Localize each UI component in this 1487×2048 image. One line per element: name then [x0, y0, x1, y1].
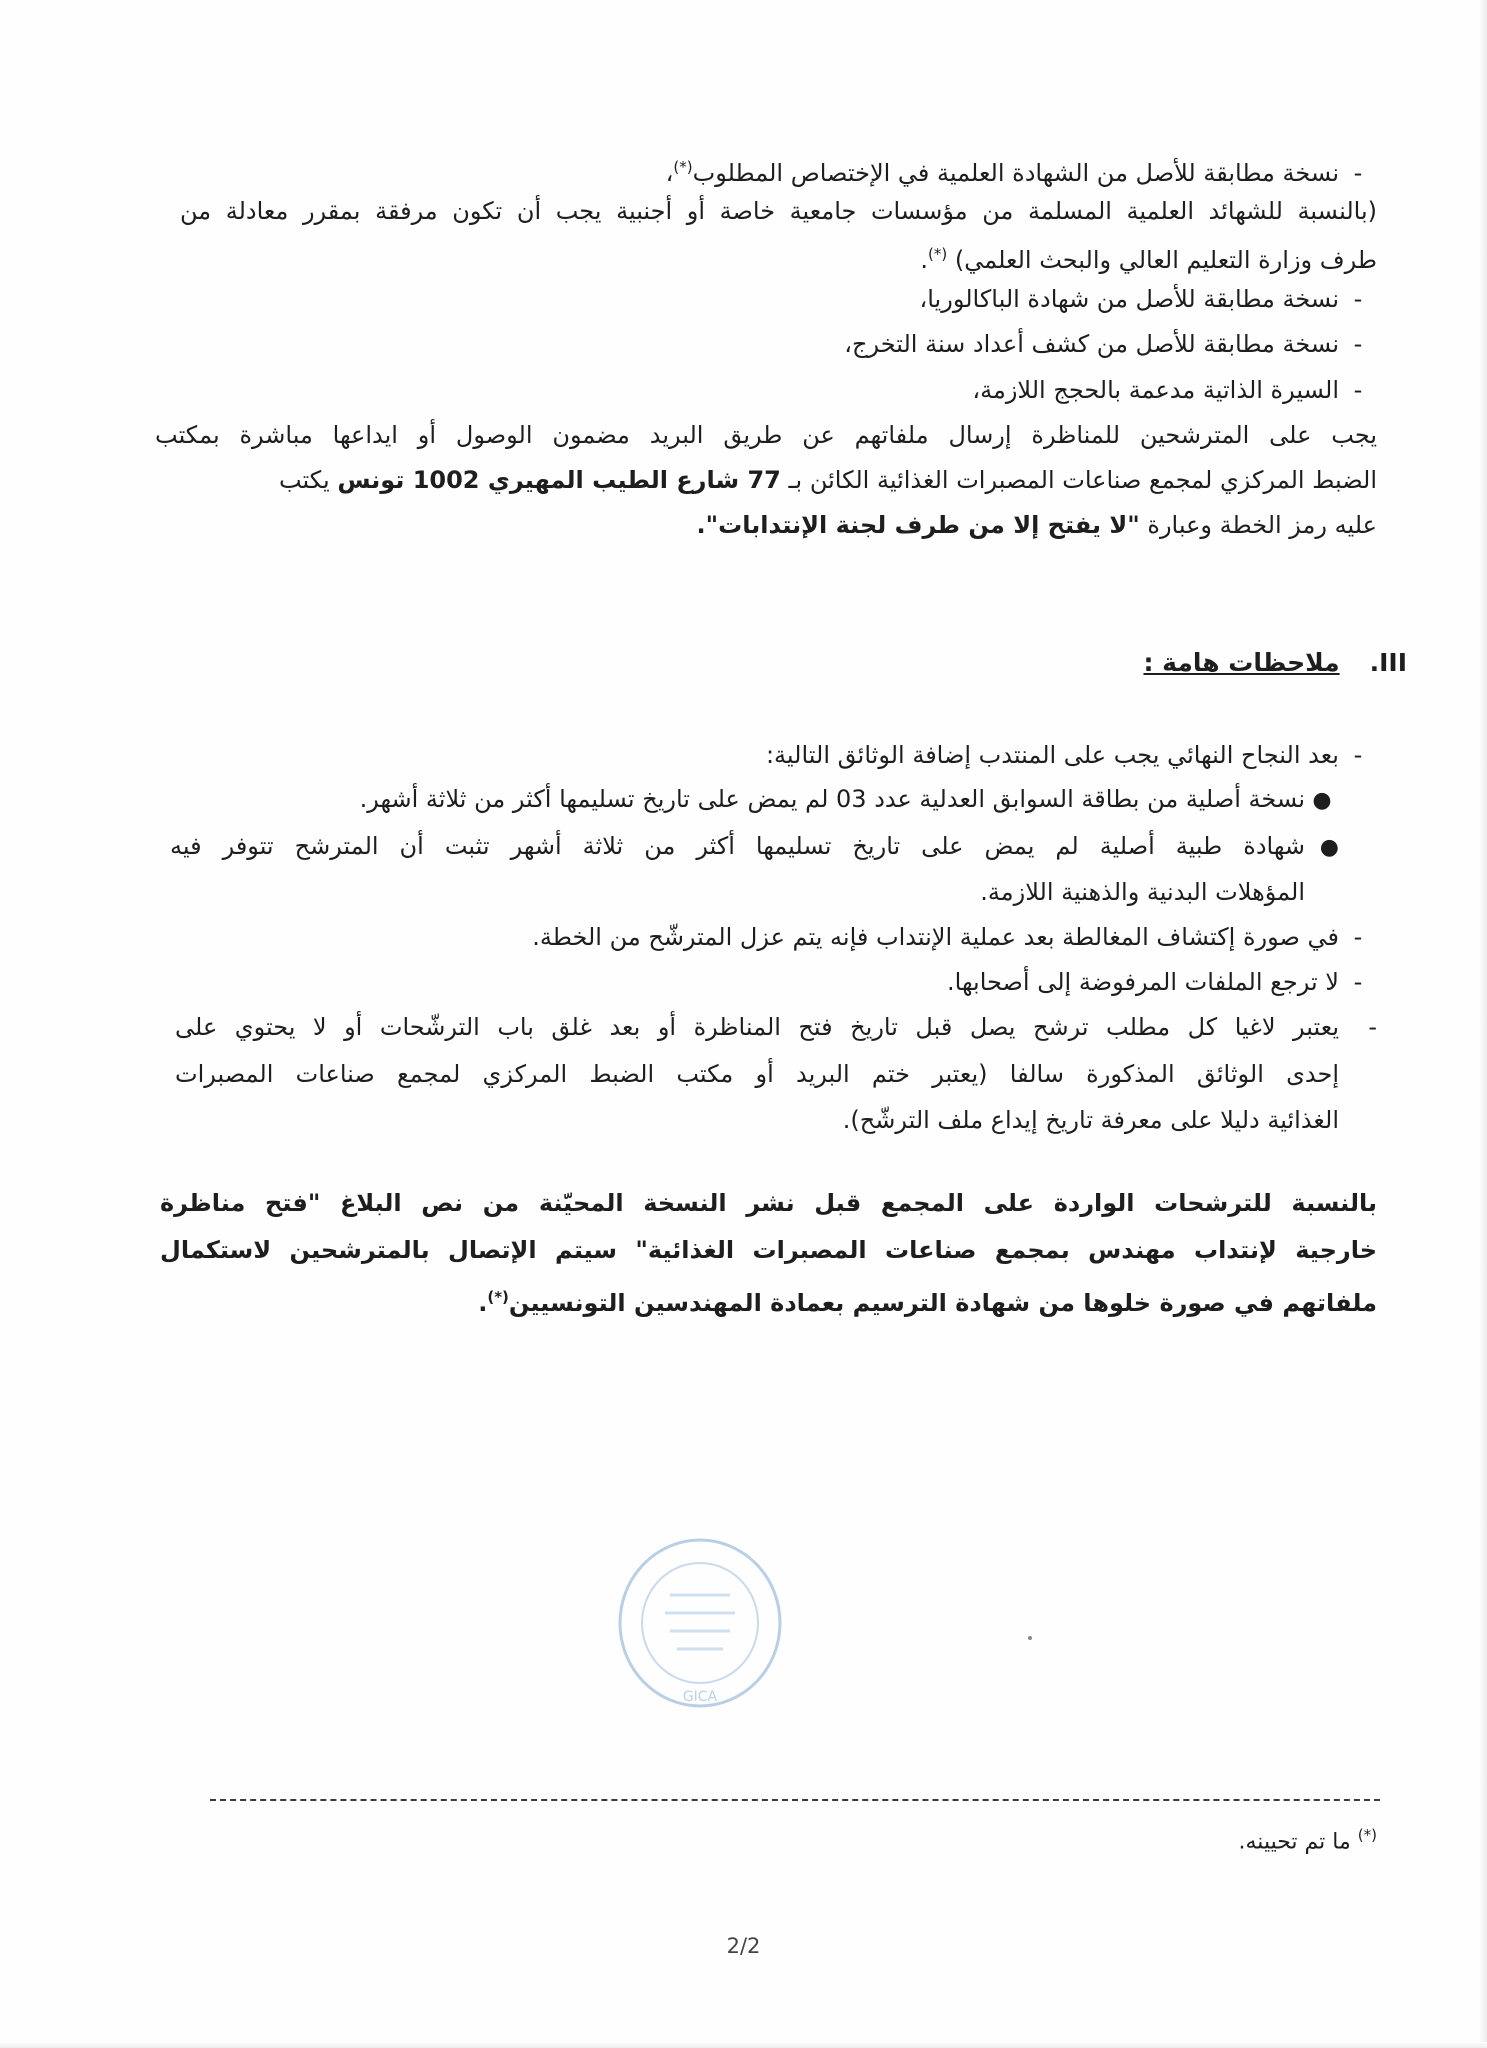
submission-line-3: عليه رمز الخطة وعبارة "لا يفتح إلا من طرف لجنة الإنتدابات". — [696, 511, 1377, 539]
list-dash: - — [1353, 159, 1363, 187]
footnote-text: ما تم تحيينه. — [1238, 1829, 1358, 1855]
equivalence-note-line-2: طرف وزارة التعليم العالي والبحث العلمي) (*). — [920, 245, 1377, 274]
footnote-mark: (*) — [1357, 1826, 1377, 1844]
bullet-icon: ● — [1319, 835, 1339, 860]
bold-paragraph-line-3: ملفاتهم في صورة خلوها من شهادة الترسيم بعمادة المهندسين التونسيين(*). — [478, 1288, 1377, 1317]
notes-bullet-medical-line-2: المؤهلات البدنية والذهنية اللازمة. — [980, 878, 1305, 906]
bold-paragraph-line-2: خارجية لإنتداب مهندس بمجمع صناعات المصبرات الغذائية" سيتم الإتصال بالمترشحين لاستكمال — [160, 1236, 1377, 1264]
notes-fraud: -في صورة إكتشاف المغالطة بعد عملية الإنتداب فإنه يتم عزل المترشّح من الخطة. — [180, 920, 1377, 954]
page-number: 2/2 — [726, 1934, 761, 1958]
notes-returned-files: -لا ترجع الملفات المرفوضة إلى أصحابها. — [180, 965, 1377, 999]
stamp-label: GICA — [682, 1689, 718, 1705]
bold-paragraph-line-1: بالنسبة للترشحات الواردة على المجمع قبل نشر النسخة المحيّنة من نص البلاغ "فتح مناظرة — [160, 1189, 1377, 1217]
footnote-mark: (*) — [927, 245, 948, 263]
section-title: ملاحظات هامة : — [1143, 648, 1340, 677]
footnote-mark: (*) — [673, 158, 693, 176]
notes-intro: -بعد النجاح النهائي يجب على المنتدب إضافة الوثائق التالية: — [180, 738, 1377, 772]
scan-edge-right — [1479, 0, 1487, 2048]
list-dash: - — [1353, 376, 1363, 404]
list-dash: - — [1353, 968, 1363, 996]
notes-bullet-medical-line-1: ●شهادة طبية أصلية لم يمض على تاريخ تسليمها أكثر من ثلاثة أشهر تثبت أن المترشح تتوفر فيه — [170, 829, 1339, 865]
requirement-item-cv: -السيرة الذاتية مدعمة بالحجج اللازمة، — [180, 373, 1377, 407]
equivalence-note-line-1: (بالنسبة للشهائد العلمية المسلمة من مؤسسات جامعية خاصة أو أجنبية يجب أن تكون مرفقة بمقرر معادلة من — [180, 197, 1377, 225]
submission-address: 77 شارع الطيب المهيري 1002 تونس — [337, 466, 781, 494]
requirement-item-baccalaureate: -نسخة مطابقة للأصل من شهادة الباكالوريا، — [180, 282, 1377, 316]
notes-void-line-2: إحدى الوثائق المذكورة سالفا (يعتبر ختم البريد أو مكتب الضبط المركزي لمجمع صناعات المصبرات — [175, 1060, 1339, 1088]
scan-edge-bottom — [0, 2042, 1487, 2048]
list-dash: - — [1368, 1013, 1377, 1041]
requirement-item-degree: -نسخة مطابقة للأصل من الشهادة العلمية في الإختصاص المطلوب(*)، — [180, 150, 1377, 190]
list-dash: - — [1353, 285, 1363, 313]
list-dash: - — [1353, 330, 1363, 358]
section-heading — [1143, 648, 1407, 677]
requirement-text: نسخة مطابقة للأصل من الشهادة العلمية في الإختصاص المطلوب — [692, 159, 1339, 187]
notes-void-line-1: -يعتبر لاغيا كل مطلب ترشح يصل قبل تاريخ فتح المناظرة أو بعد غلق باب الترشّحات أو لا يحتوي على — [175, 1010, 1377, 1044]
section-number: III. — [1369, 648, 1407, 677]
notes-bullet-criminal-record: ●نسخة أصلية من بطاقة السوابق العدلية عدد 03 لم يمض على تاريخ تسليمها أكثر من ثلاثة أشهر. — [180, 782, 1377, 818]
submission-line-1: يجب على المترشحين للمناظرة إرسال ملفاتهم عن طريق البريد مضمون الوصول أو ايداعها مباشرة بمكتب — [155, 421, 1377, 449]
requirement-item-transcript: -نسخة مطابقة للأصل من كشف أعداد سنة التخرج، — [180, 327, 1377, 361]
list-dash: - — [1353, 923, 1363, 951]
footnote-separator — [210, 1799, 1380, 1801]
footnote-mark: (*) — [487, 1288, 509, 1306]
list-dash: - — [1353, 741, 1363, 769]
official-stamp — [615, 1535, 785, 1710]
envelope-notice: "لا يفتح إلا من طرف لجنة الإنتدابات". — [696, 511, 1140, 539]
notes-void-line-3: الغذائية دليلا على معرفة تاريخ إيداع ملف الترشّح). — [842, 1106, 1339, 1134]
footnote — [1239, 1826, 1377, 1854]
bullet-icon: ● — [1312, 788, 1332, 813]
scan-speck — [1028, 1636, 1032, 1640]
submission-line-2: الضبط المركزي لمجمع صناعات المصبرات الغذائية الكائن بـ 77 شارع الطيب المهيري 1002 تونس يكتب — [278, 466, 1377, 494]
